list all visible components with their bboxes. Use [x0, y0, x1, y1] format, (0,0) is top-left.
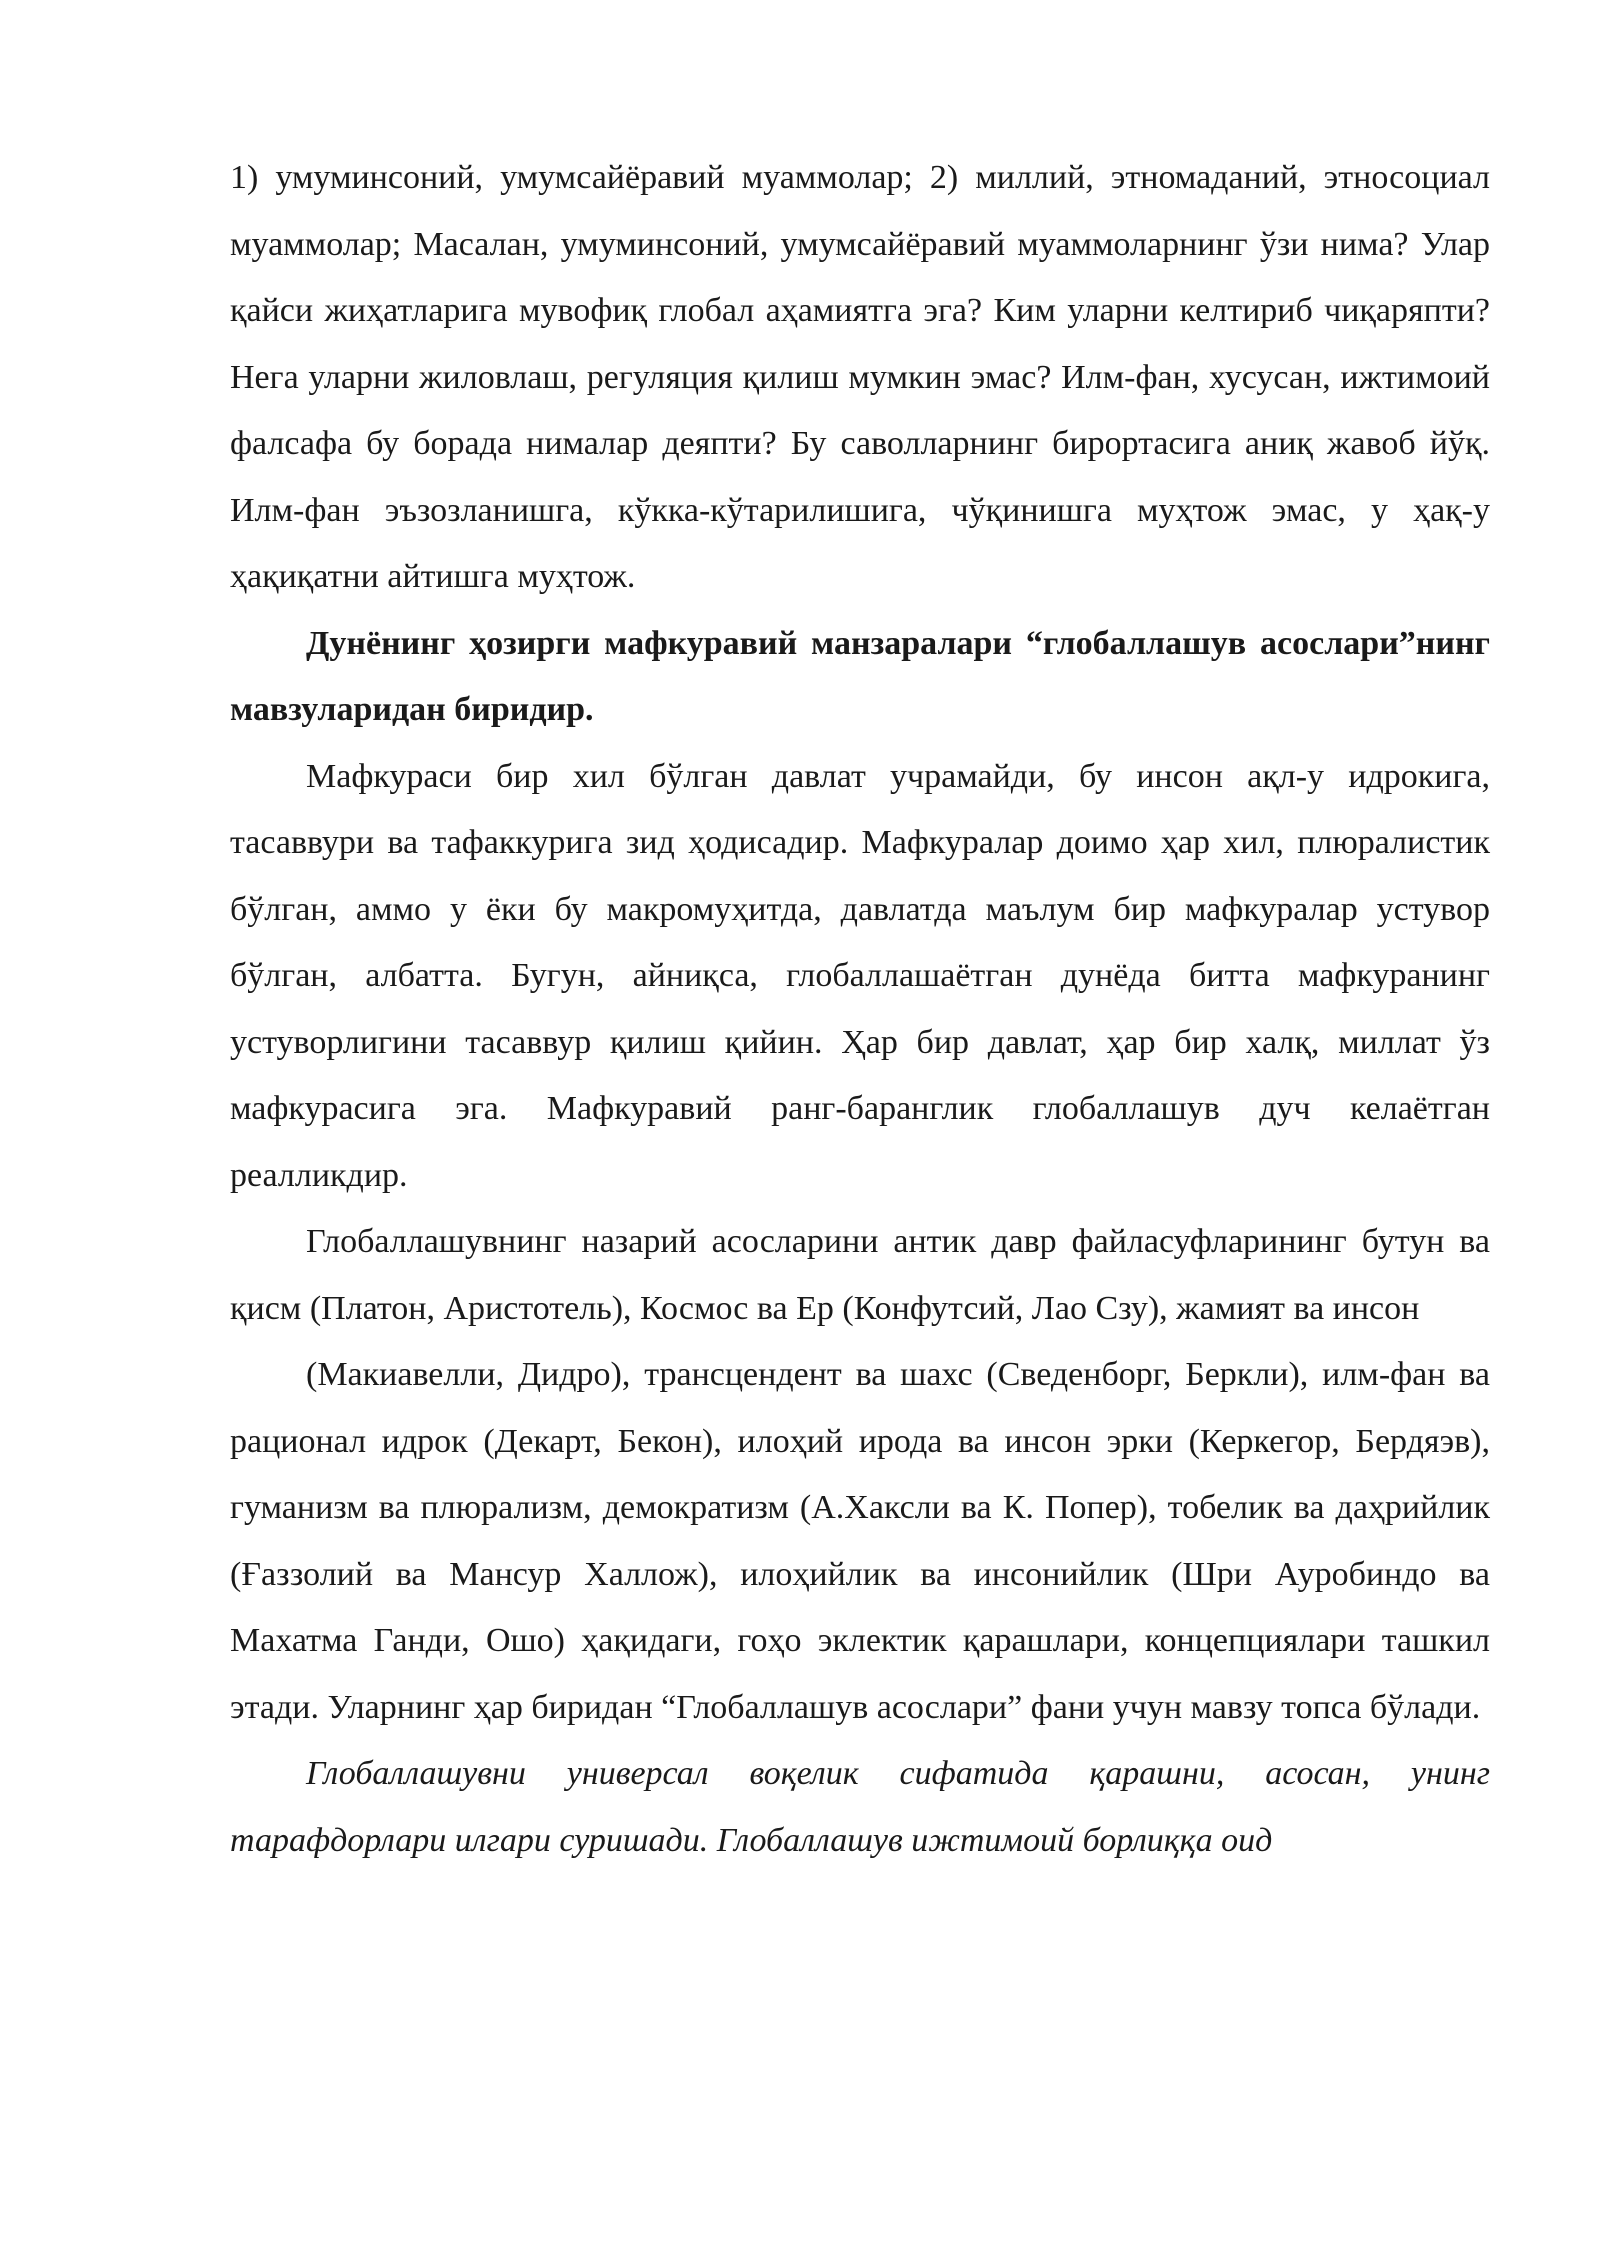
paragraph-problems-list: 1) умуминсоний, умумсайёравий муаммолар; 2) миллий, этномаданий, этносоциал муаммолар; Масалан, умуминсоний, умумсайёравий муаммоларнинг ўзи нима? Улар қайси жиҳатларига мувофиқ глобал аҳамиятга эга? Ким уларни келтириб чиқаряпти? Нега уларни жиловлаш, регуляция қилиш мумкин эмас? Илм-фан, хусусан, ижтимоий фалсафа бу борада нималар деяпти? Бу саволларнинг бирортасига аниқ жавоб йўқ. Илм-фан эъзозланишга, кўкка-кўтарилишига, чўқинишга муҳтож эмас, у ҳақ-у ҳақиқатни айтишга муҳтож.: [230, 159, 1490, 595]
paragraph-philosophers: (Макиавелли, Дидро), трансцендент ва шахс (Сведенборг, Беркли), илм-фан ва рационал идрок (Декарт, Бекон), илоҳий ирода ва инсон эрки (Керкегор, Бердяэв), гуманизм ва плюрализм, демократизм (А.Хаксли ва К. Попер), тобелик ва даҳрийлик (Ғаззолий ва Мансур Халлож), илоҳийлик ва инсонийлик (Шри Ауробиндо ва Махатма Ганди, Ошо) ҳақидаги, гоҳо эклектик қарашлари, концепциялари ташкил этади. Уларнинг ҳар биридан “Глобаллашув асослари” фани учун мавзу топса бўлади.: [230, 1356, 1490, 1726]
document-body: [230, 145, 1490, 1874]
paragraph-theoretical-basis: Глобаллашувнинг назарий асосларини антик давр файласуфларининг бутун ва қисм (Платон, Аристотель), Космос ва Ер (Конфутсий, Лао Сзу), жамият ва инсон: [230, 1223, 1490, 1327]
paragraph-italic-universal: Глобаллашувни универсал воқелик сифатида қарашни, асосан, унинг тарафдорлари илгари суришади. Глобаллашув ижтимоий борлиққа оид: [230, 1755, 1490, 1859]
paragraph-bold-heading: Дунёнинг ҳозирги мафкуравий манзаралари “глобаллашув асослари”нинг мавзуларидан биридир.: [230, 624, 1490, 728]
paragraph-ideology: Мафкураси бир хил бўлган давлат учрамайди, бу инсон ақл-у идрокига, тасаввури ва тафаккурига зид ҳодисадир. Мафкуралар доимо ҳар хил, плюралистик бўлган, аммо у ёки бу макромуҳитда, давлатда маълум бир мафкуралар устувор бўлган, албатта. Бугун, айниқса, глобаллашаётган дунёда битта мафкуранинг устуворлигини тасаввур қилиш қийин. Ҳар бир давлат, ҳар бир халқ, миллат ўз мафкурасига эга. Мафкуравий ранг-баранглик глобаллашув дуч келаётган реалликдир.: [230, 757, 1490, 1194]
